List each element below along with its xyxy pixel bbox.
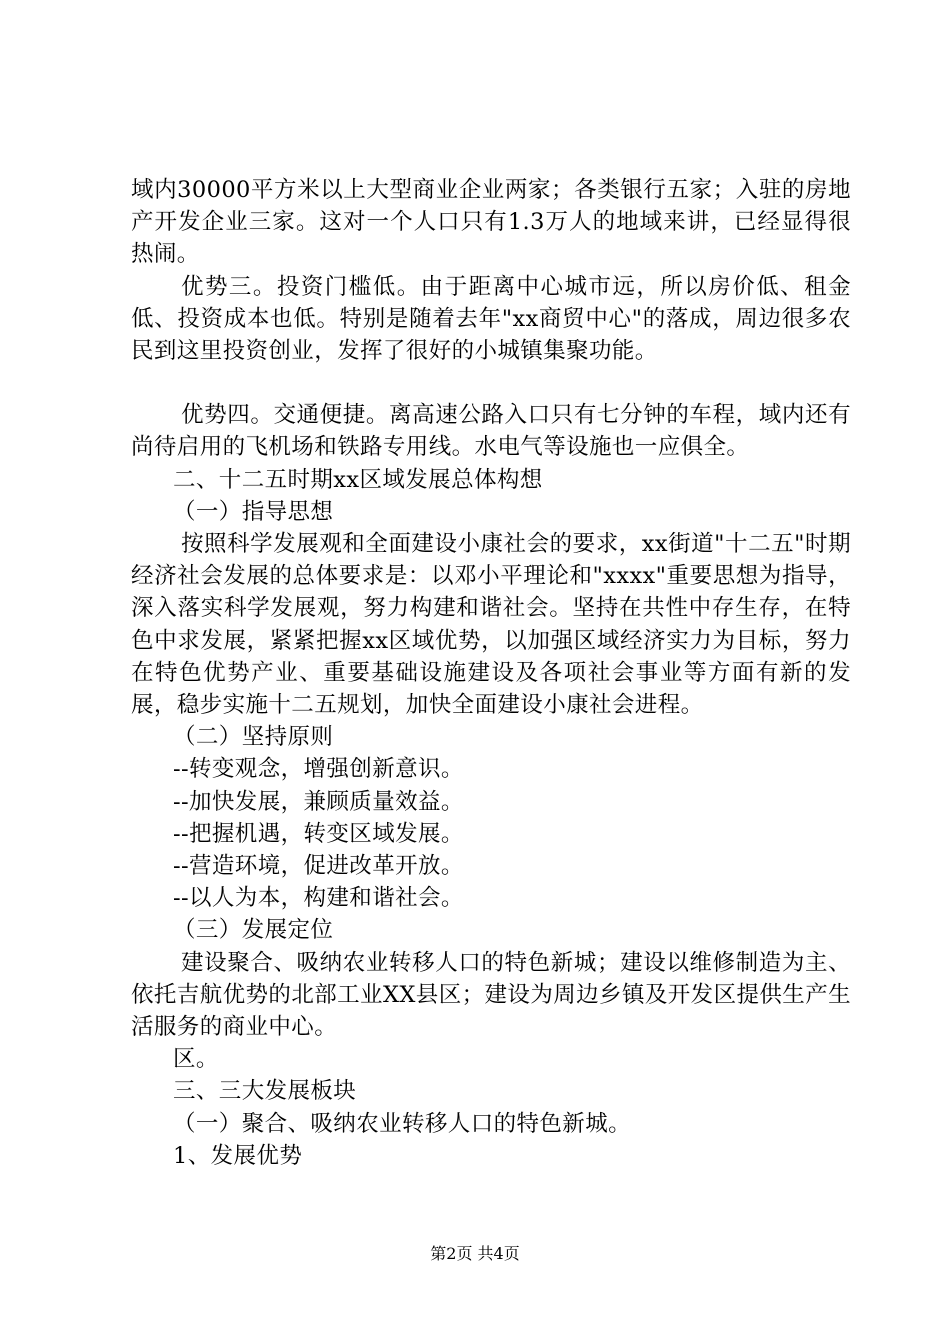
document-body [131, 174, 851, 1172]
subheading-development-advantages: 1、发展优势 [173, 1142, 303, 1169]
paragraph-advantage-three: 优势三。投资门槛低。由于距离中心城市远，所以房价低、租金低、投资成本也低。特别是随着去年"xx商贸中心"的落成，周边很多农民到这里投资创业，发挥了很好的小城镇集聚功能。 [131, 273, 851, 365]
page-footer: 第2页 共4页 [430, 1244, 520, 1263]
subheading-new-city: （一）聚合、吸纳农业转移人口的特色新城。 [173, 1110, 632, 1137]
section-heading-three: 三、三大发展板块 [173, 1078, 357, 1105]
principle-item: --加快发展，兼顾质量效益。 [173, 788, 464, 815]
paragraph-fragment: 区。 [173, 1046, 219, 1073]
subheading-principles: （二）坚持原则 [173, 724, 334, 751]
principle-item: --转变观念，增强创新意识。 [173, 756, 464, 783]
paragraph-gap [131, 367, 851, 399]
subheading-positioning: （三）发展定位 [173, 917, 334, 944]
principle-item: --把握机遇，转变区域发展。 [173, 820, 464, 847]
paragraph-commerce-stats: 域内30000平方米以上大型商业企业两家；各类银行五家；入驻的房地产开发企业三家。这对一个人口只有1.3万人的地域来讲，已经显得很热闹。 [131, 177, 851, 268]
principle-item: --营造环境，促进改革开放。 [173, 853, 464, 880]
subheading-guiding-thought: （一）指导思想 [173, 498, 334, 525]
section-heading-two: 二、十二五时期xx区域发展总体构想 [173, 466, 543, 493]
principle-item: --以人为本，构建和谐社会。 [173, 885, 464, 912]
paragraph-guiding-thought: 按照科学发展观和全面建设小康社会的要求，xx街道"十二五"时期经济社会发展的总体要求是：以邓小平理论和"xxxx"重要思想为指导，深入落实科学发展观，努力构建和谐社会。坚持在共性中存生存，在特色中求发展，紧紧把握xx区域优势，以加强区域经济实力为目标，努力在特色优势产业、重要基础设施建设及各项社会事业等方面有新的发展，稳步实施十二五规划，加快全面建设小康社会进程。 [131, 531, 851, 719]
paragraph-positioning: 建设聚合、吸纳农业转移人口的特色新城；建设以维修制造为主、依托吉航优势的北部工业XX县区；建设为周边乡镇及开发区提供生产生活服务的商业中心。 [131, 949, 851, 1041]
paragraph-advantage-four: 优势四。交通便捷。离高速公路入口只有七分钟的车程，域内还有尚待启用的飞机场和铁路专用线。水电气等设施也一应俱全。 [131, 402, 851, 461]
